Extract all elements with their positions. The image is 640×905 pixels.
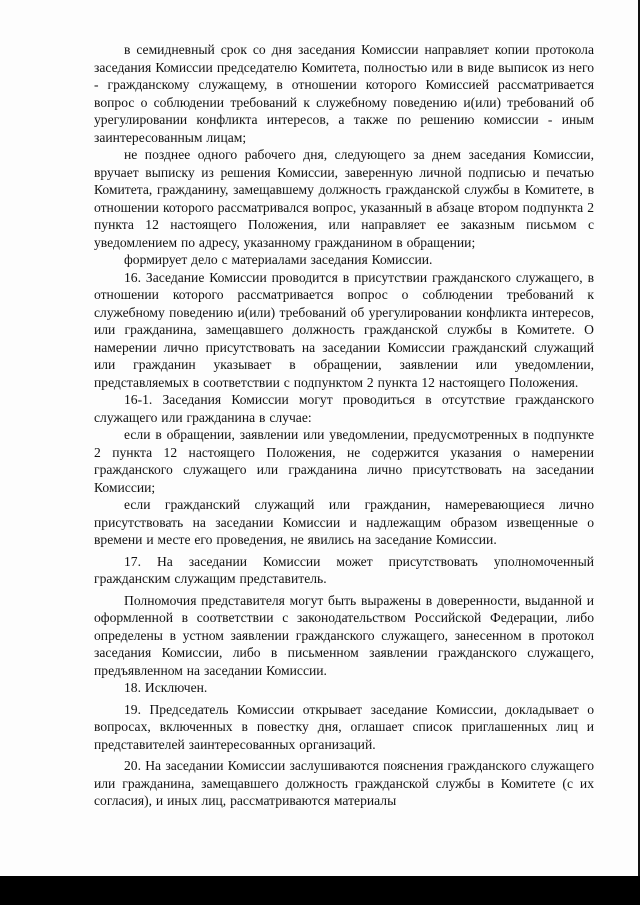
paragraph-item-16: 16. Заседание Комиссии проводится в присутствии гражданского служащего, в отношении которого рассматривается вопрос о соблюдении требований к служебному поведению и(или) требований об урегулировании конфликта интересов, или гражданина, замещавшего должность гражданской службы в Комитете. О намерении лично присутствовать на заседании Комиссии гражданский служащий или гражданин указывает в обращении, заявлении или уведомлении, представляемых в соответствии с подпунктом 2 пункта 12 настоящего Положения.: [94, 269, 594, 390]
document-body: [94, 41, 594, 810]
paragraph-representative-powers: Полномочия представителя могут быть выражены в доверенности, выданной и оформленной в соответствии с законодательством Российской Федерации, либо определены в устном заявлении гражданского служащего, занесенном в протокол заседания Комиссии, либо в письменном заявлении гражданского служащего, предъявленном на заседании Комиссии.: [94, 592, 594, 678]
paragraph-extract-delivery: не позднее одного рабочего дня, следующего за днем заседания Комиссии, вручает выписку из решения Комиссии, заверенную личной подписью и печатью Комитета, гражданину, замещавшему должность гражданской службы в Комитете, в отношении которого рассматривался вопрос, указанный в абзаце втором подпункта 2 пункта 12 настоящего Положения, или направляет ее заказным письмом с уведомлением по адресу, указанному гражданином в обращении;: [94, 147, 594, 250]
paragraph-item-20: 20. На заседании Комиссии заслушиваются пояснения гражданского служащего или гражданина, замещавшего должность гражданской службы в Комитете (с их согласия), и иных лиц, рассматриваются материалы: [94, 758, 594, 808]
paragraph-item-16-1: 16-1. Заседания Комиссии могут проводиться в отсутствие гражданского служащего или гражданина в случае:: [94, 392, 594, 425]
paragraph-item-16-1-case-a: если в обращении, заявлении или уведомлении, предусмотренных в подпункте 2 пункта 12 настоящего Положения, не содержится указания о намерении гражданского служащего или гражданина лично присутствовать на заседании Комиссии;: [94, 427, 594, 495]
paragraph-copies-of-protocol: в семидневный срок со дня заседания Комиссии направляет копии протокола заседания Комиссии председателю Комитета, полностью или в виде выписок из него - гражданскому служащему, в отношении которого Комиссией рассматривается вопрос о соблюдении требований к служебному поведению и(или) требований об урегулировании конфликта интересов, а также по решению комиссии - иным заинтересованным лицам;: [94, 42, 594, 145]
paragraph-item-16-1-case-b: если гражданский служащий или гражданин, намеревающиеся лично присутствовать на заседании Комиссии и надлежащим образом извещенные о времени и месте его проведения, не явились на заседание Комиссии.: [94, 497, 594, 547]
paragraph-item-18: 18. Исключен.: [124, 680, 208, 695]
paragraph-item-17: 17. На заседании Комиссии может присутствовать уполномоченный гражданским служащим представитель.: [94, 553, 594, 586]
scan-band-bottom: [0, 876, 640, 905]
paragraph-case-file: формирует дело с материалами заседания Комиссии.: [124, 252, 433, 267]
paragraph-item-19: 19. Председатель Комиссии открывает заседание Комиссии, докладывает о вопросах, включенных в повестку дня, оглашает список приглашенных лиц и представителей заинтересованных организаций.: [94, 701, 594, 752]
